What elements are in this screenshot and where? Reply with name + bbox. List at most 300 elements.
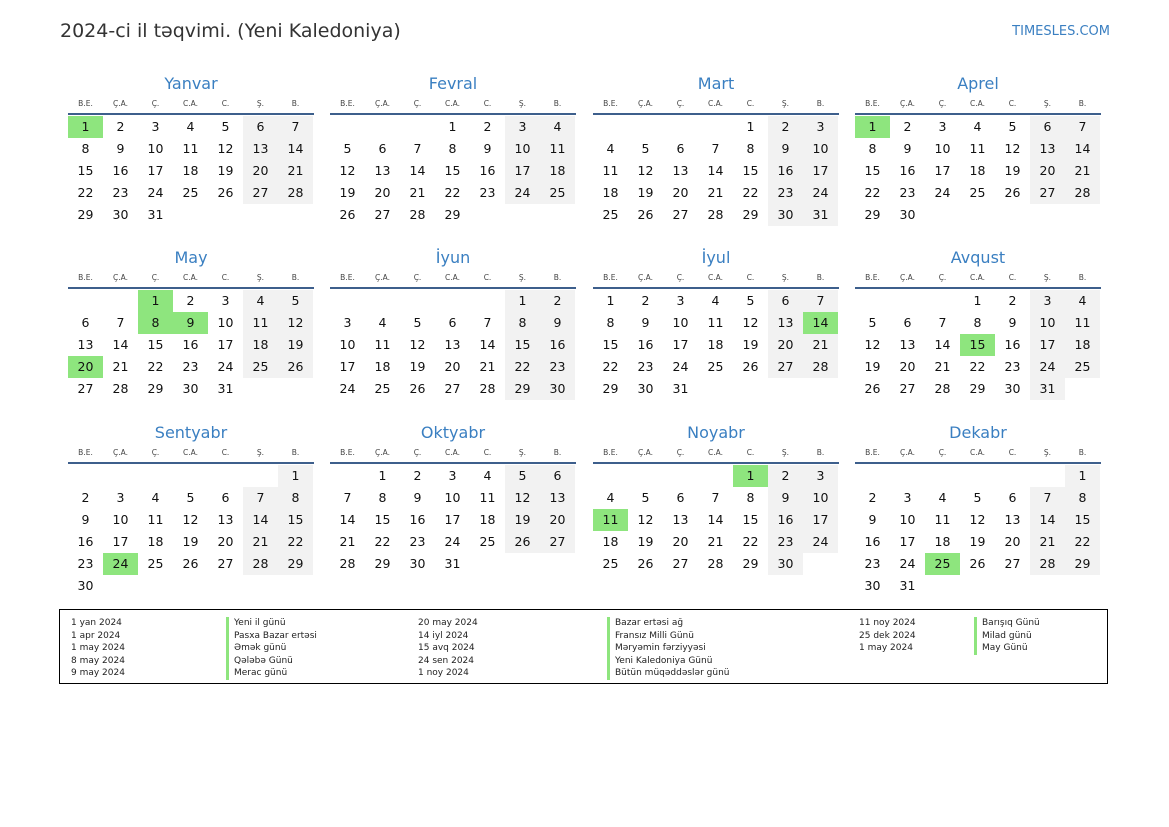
day-cell: 7 <box>803 290 838 312</box>
day-cell: 26 <box>969 556 986 571</box>
day-cell: 16 <box>864 534 881 549</box>
day-cell: 12 <box>278 312 313 334</box>
day-cell: 17 <box>112 534 129 549</box>
day-cell: 24 <box>672 359 689 374</box>
day-cell: 29 <box>505 378 540 400</box>
day-cell: 20 <box>1004 534 1021 549</box>
day-cell: 15 <box>278 509 313 531</box>
month-name: İyul <box>701 248 731 267</box>
legend-date: 9 may 2024 <box>71 668 125 678</box>
day-cell: 7 <box>343 490 352 505</box>
month-name: İyun <box>435 248 471 267</box>
day-cell: 14 <box>934 337 951 352</box>
day-cell: 12 <box>864 337 881 352</box>
day-cell: 13 <box>672 163 689 178</box>
day-cell: 11 <box>374 337 391 352</box>
day-cell: 26 <box>278 356 313 378</box>
day-cell: 24 <box>899 556 916 571</box>
day-cell: 29 <box>444 207 461 222</box>
legend-date: 25 dek 2024 <box>859 630 916 641</box>
day-cell: 6 <box>540 465 575 487</box>
weekday-header: C. <box>483 273 492 282</box>
weekday-header: Ç. <box>151 273 160 282</box>
day-cell: 23 <box>112 185 129 200</box>
empty-cell <box>68 290 103 312</box>
day-grid <box>68 116 314 226</box>
day-cell: 2 <box>186 293 195 308</box>
day-cell: 14 <box>1030 509 1065 531</box>
weekday-header: C.A. <box>182 99 198 108</box>
day-cell: 18 <box>969 163 986 178</box>
day-cell: 22 <box>147 359 164 374</box>
day-cell: 16 <box>540 334 575 356</box>
day-cell: 30 <box>182 381 199 396</box>
day-cell: 5 <box>641 141 650 156</box>
day-cell: 24 <box>339 381 356 396</box>
day-cell: 7 <box>243 487 278 509</box>
weekday-header-row <box>330 95 576 115</box>
empty-cell <box>855 290 890 312</box>
day-cell: 10 <box>505 138 540 160</box>
day-cell: 9 <box>1008 315 1017 330</box>
legend-holiday-name: Fransız Milli Günü <box>607 630 729 643</box>
day-cell: 10 <box>803 138 838 160</box>
empty-cell <box>103 290 138 312</box>
weekday-header-row <box>330 444 576 464</box>
day-cell: 23 <box>479 185 496 200</box>
day-cell: 10 <box>1030 312 1065 334</box>
day-cell: 11 <box>602 163 619 178</box>
day-cell: 19 <box>742 337 759 352</box>
day-cell: 11 <box>182 141 199 156</box>
day-cell: 24 <box>147 185 164 200</box>
empty-cell <box>698 465 733 487</box>
day-cell: 6 <box>676 490 685 505</box>
day-cell: 22 <box>505 356 540 378</box>
day-cell: 3 <box>221 293 230 308</box>
day-cell: 28 <box>1030 553 1065 575</box>
day-cell: 12 <box>182 512 199 527</box>
day-cell: 22 <box>969 359 986 374</box>
weekday-header: Ş. <box>781 273 790 282</box>
day-cell: 27 <box>1030 182 1065 204</box>
day-cell: 20 <box>768 334 803 356</box>
day-cell: 25 <box>243 356 278 378</box>
weekday-header-row <box>855 269 1101 289</box>
day-cell: 13 <box>899 337 916 352</box>
day-cell: 26 <box>1004 185 1021 200</box>
weekday-header: B. <box>1078 99 1087 108</box>
day-cell: 23 <box>409 534 426 549</box>
day-cell: 29 <box>278 553 313 575</box>
legend-holiday-name: Barışıq Günü <box>974 617 1040 630</box>
day-cell: 18 <box>707 337 724 352</box>
day-cell: 11 <box>479 490 496 505</box>
day-cell: 11 <box>540 138 575 160</box>
weekday-header: C. <box>483 448 492 457</box>
day-cell: 20 <box>243 160 278 182</box>
day-cell: 26 <box>637 207 654 222</box>
day-cell: 17 <box>803 509 838 531</box>
day-cell: 26 <box>182 556 199 571</box>
day-cell: 27 <box>374 207 391 222</box>
weekday-header-row <box>68 269 314 289</box>
day-cell: 2 <box>768 465 803 487</box>
day-cell: 16 <box>479 163 496 178</box>
day-cell: 8 <box>1065 487 1100 509</box>
holiday-day-cell: 14 <box>803 312 838 334</box>
weekday-header: C. <box>746 99 755 108</box>
day-cell: 9 <box>868 512 877 527</box>
day-cell: 4 <box>378 315 387 330</box>
day-cell: 8 <box>505 312 540 334</box>
empty-cell <box>925 290 960 312</box>
day-cell: 2 <box>116 119 125 134</box>
holiday-day-cell: 1 <box>733 465 768 487</box>
weekday-header: Ş. <box>518 448 527 457</box>
day-cell: 10 <box>217 315 234 330</box>
day-cell: 5 <box>278 290 313 312</box>
day-cell: 6 <box>1008 490 1017 505</box>
day-cell: 1 <box>973 293 982 308</box>
day-cell: 21 <box>707 534 724 549</box>
day-cell: 17 <box>339 359 356 374</box>
day-cell: 9 <box>903 141 912 156</box>
day-cell: 18 <box>934 534 951 549</box>
day-cell: 26 <box>742 359 759 374</box>
weekday-header: Ç.A. <box>374 273 390 282</box>
day-cell: 15 <box>602 337 619 352</box>
empty-cell <box>330 116 365 138</box>
day-cell: 15 <box>77 163 94 178</box>
day-cell: 9 <box>413 490 422 505</box>
day-cell: 12 <box>217 141 234 156</box>
empty-cell <box>593 465 628 487</box>
day-cell: 4 <box>540 116 575 138</box>
day-cell: 27 <box>672 207 689 222</box>
month-3 <box>593 73 839 226</box>
empty-cell <box>890 465 925 487</box>
day-cell: 8 <box>746 490 755 505</box>
day-cell: 28 <box>707 207 724 222</box>
weekday-header: Ş. <box>256 448 265 457</box>
day-cell: 28 <box>707 556 724 571</box>
day-cell: 8 <box>746 141 755 156</box>
day-cell: 2 <box>483 119 492 134</box>
weekday-header: Ç.A. <box>637 448 653 457</box>
weekday-header: B.E. <box>865 273 880 282</box>
holiday-day-cell: 24 <box>103 553 138 575</box>
holiday-day-cell: 15 <box>960 334 995 356</box>
empty-cell <box>960 465 995 487</box>
weekday-header-row <box>593 95 839 115</box>
day-cell: 17 <box>217 337 234 352</box>
weekday-header-row <box>330 269 576 289</box>
month-name: Yanvar <box>164 74 218 93</box>
day-cell: 21 <box>339 534 356 549</box>
day-cell: 14 <box>707 512 724 527</box>
day-cell: 12 <box>637 163 654 178</box>
weekday-header: B. <box>291 273 300 282</box>
month-8 <box>855 247 1101 400</box>
day-cell: 12 <box>742 315 759 330</box>
day-cell: 23 <box>864 556 881 571</box>
day-cell: 22 <box>444 185 461 200</box>
weekday-header: C.A. <box>969 99 985 108</box>
day-cell: 10 <box>672 315 689 330</box>
day-cell: 22 <box>602 359 619 374</box>
day-cell: 3 <box>803 116 838 138</box>
day-cell: 7 <box>116 315 125 330</box>
empty-cell <box>628 116 663 138</box>
day-cell: 16 <box>77 534 94 549</box>
day-cell: 11 <box>243 312 278 334</box>
day-cell: 6 <box>676 141 685 156</box>
day-cell: 5 <box>641 490 650 505</box>
day-cell: 2 <box>768 116 803 138</box>
day-cell: 19 <box>1004 163 1021 178</box>
legend-holiday-name: Bazar ertəsi ağ <box>607 617 729 630</box>
day-cell: 15 <box>742 163 759 178</box>
day-cell: 5 <box>973 490 982 505</box>
day-cell: 16 <box>182 337 199 352</box>
day-cell: 21 <box>112 359 129 374</box>
holiday-legend <box>59 609 1108 684</box>
legend-holiday-name: Qələbə Günü <box>226 655 317 668</box>
month-6 <box>330 247 576 400</box>
day-cell: 18 <box>182 163 199 178</box>
day-cell: 27 <box>243 182 278 204</box>
weekday-header: Ç.A. <box>112 273 128 282</box>
legend-date: 1 noy 2024 <box>418 668 469 678</box>
day-cell: 23 <box>182 359 199 374</box>
day-cell: 17 <box>803 160 838 182</box>
weekday-header: B. <box>291 99 300 108</box>
day-cell: 22 <box>742 185 759 200</box>
holiday-day-cell: 11 <box>593 509 628 531</box>
weekday-header: B. <box>553 99 562 108</box>
day-cell: 18 <box>602 185 619 200</box>
day-cell: 18 <box>243 334 278 356</box>
weekday-header: C. <box>1008 448 1017 457</box>
day-cell: 16 <box>637 337 654 352</box>
day-cell: 13 <box>77 337 94 352</box>
weekday-header: B.E. <box>78 448 93 457</box>
day-cell: 21 <box>934 359 951 374</box>
day-cell: 26 <box>505 531 540 553</box>
day-cell: 19 <box>637 534 654 549</box>
day-cell: 29 <box>864 207 881 222</box>
day-cell: 25 <box>602 207 619 222</box>
weekday-header: Ç. <box>938 448 947 457</box>
day-cell: 3 <box>116 490 125 505</box>
weekday-header-row <box>593 444 839 464</box>
day-cell: 23 <box>77 556 94 571</box>
day-cell: 7 <box>1030 487 1065 509</box>
month-name: Oktyabr <box>420 423 486 442</box>
day-cell: 28 <box>339 556 356 571</box>
legend-date: 15 avq 2024 <box>418 643 475 653</box>
empty-cell <box>365 290 400 312</box>
day-cell: 3 <box>343 315 352 330</box>
weekday-header-row <box>68 444 314 464</box>
day-cell: 25 <box>147 556 164 571</box>
day-cell: 14 <box>339 512 356 527</box>
day-cell: 23 <box>637 359 654 374</box>
day-cell: 21 <box>1030 531 1065 553</box>
day-cell: 22 <box>374 534 391 549</box>
legend-date: 24 sen 2024 <box>418 655 475 666</box>
day-cell: 19 <box>409 359 426 374</box>
holiday-day-cell: 1 <box>855 116 890 138</box>
weekday-header: B.E. <box>865 448 880 457</box>
day-cell: 8 <box>448 141 457 156</box>
day-grid <box>855 290 1101 400</box>
weekday-header: B.E. <box>340 273 355 282</box>
day-cell: 17 <box>147 163 164 178</box>
day-cell: 8 <box>973 315 982 330</box>
day-cell: 29 <box>969 381 986 396</box>
weekday-header: Ç. <box>413 448 422 457</box>
empty-cell <box>663 465 698 487</box>
day-cell: 29 <box>742 207 759 222</box>
weekday-header: C.A. <box>969 448 985 457</box>
day-cell: 3 <box>803 465 838 487</box>
legend-names-col-3 <box>974 617 1040 655</box>
weekday-header: B.E. <box>603 448 618 457</box>
empty-cell <box>173 465 208 487</box>
day-cell: 18 <box>1065 334 1100 356</box>
holiday-day-cell: 25 <box>925 553 960 575</box>
day-cell: 16 <box>112 163 129 178</box>
day-cell: 31 <box>803 204 838 226</box>
day-cell: 5 <box>1008 119 1017 134</box>
weekday-header: B.E. <box>78 99 93 108</box>
day-cell: 19 <box>864 359 881 374</box>
day-cell: 9 <box>116 141 125 156</box>
site-link[interactable]: TIMESLES.COM <box>1012 24 1110 39</box>
day-cell: 20 <box>672 534 689 549</box>
day-cell: 20 <box>540 509 575 531</box>
weekday-header: C. <box>221 273 230 282</box>
day-cell: 13 <box>1030 138 1065 160</box>
day-cell: 23 <box>768 182 803 204</box>
day-cell: 4 <box>973 119 982 134</box>
day-cell: 31 <box>147 207 164 222</box>
day-cell: 27 <box>217 556 234 571</box>
weekday-header: B. <box>816 99 825 108</box>
weekday-header: Ş. <box>518 99 527 108</box>
holiday-day-cell: 20 <box>68 356 103 378</box>
day-cell: 6 <box>768 290 803 312</box>
day-cell: 3 <box>938 119 947 134</box>
day-cell: 15 <box>147 337 164 352</box>
day-grid <box>593 290 839 400</box>
day-cell: 26 <box>637 556 654 571</box>
weekday-header: Ç.A. <box>899 99 915 108</box>
day-cell: 4 <box>243 290 278 312</box>
month-11 <box>593 422 839 575</box>
day-cell: 30 <box>77 578 94 593</box>
weekday-header: B.E. <box>78 273 93 282</box>
day-cell: 6 <box>903 315 912 330</box>
day-cell: 29 <box>1065 553 1100 575</box>
day-grid <box>330 116 576 226</box>
weekday-header-row <box>855 95 1101 115</box>
empty-cell <box>890 290 925 312</box>
weekday-header: C.A. <box>707 273 723 282</box>
day-cell: 7 <box>711 490 720 505</box>
day-cell: 20 <box>444 359 461 374</box>
day-cell: 25 <box>182 185 199 200</box>
legend-holiday-name: Məryəmin fərziyyəsi <box>607 642 729 655</box>
holiday-day-cell: 1 <box>138 290 173 312</box>
day-cell: 10 <box>899 512 916 527</box>
day-cell: 3 <box>676 293 685 308</box>
day-cell: 17 <box>934 163 951 178</box>
day-cell: 1 <box>448 119 457 134</box>
day-cell: 7 <box>711 141 720 156</box>
legend-holiday-name: Bütün müqəddəslər günü <box>607 667 729 680</box>
day-cell: 21 <box>803 334 838 356</box>
day-cell: 30 <box>768 553 803 575</box>
day-cell: 13 <box>374 163 391 178</box>
day-grid <box>593 116 839 226</box>
legend-dates-col-3 <box>859 617 916 655</box>
empty-cell <box>330 465 365 487</box>
day-cell: 5 <box>746 293 755 308</box>
day-cell: 15 <box>505 334 540 356</box>
day-cell: 24 <box>444 534 461 549</box>
day-cell: 11 <box>1065 312 1100 334</box>
weekday-header: Ş. <box>256 273 265 282</box>
day-cell: 10 <box>339 337 356 352</box>
day-cell: 14 <box>112 337 129 352</box>
month-2 <box>330 73 576 226</box>
day-cell: 5 <box>343 141 352 156</box>
day-cell: 1 <box>505 290 540 312</box>
day-cell: 10 <box>934 141 951 156</box>
day-cell: 8 <box>378 490 387 505</box>
day-cell: 25 <box>969 185 986 200</box>
weekday-header: C.A. <box>182 273 198 282</box>
day-cell: 7 <box>938 315 947 330</box>
month-9 <box>68 422 314 597</box>
day-cell: 21 <box>707 185 724 200</box>
day-cell: 6 <box>1030 116 1065 138</box>
day-cell: 9 <box>483 141 492 156</box>
empty-cell <box>1030 465 1065 487</box>
day-cell: 27 <box>899 381 916 396</box>
weekday-header: Ç. <box>413 273 422 282</box>
day-cell: 11 <box>147 512 164 527</box>
day-cell: 30 <box>1004 381 1021 396</box>
weekday-header: B. <box>816 273 825 282</box>
weekday-header: Ç. <box>676 99 685 108</box>
weekday-header: B.E. <box>340 448 355 457</box>
weekday-header: B. <box>1078 448 1087 457</box>
day-cell: 17 <box>899 534 916 549</box>
weekday-header: C.A. <box>969 273 985 282</box>
day-cell: 25 <box>1065 356 1100 378</box>
day-cell: 1 <box>1065 465 1100 487</box>
day-cell: 16 <box>409 512 426 527</box>
day-cell: 5 <box>868 315 877 330</box>
empty-cell <box>138 465 173 487</box>
weekday-header: Ç. <box>676 273 685 282</box>
day-cell: 8 <box>606 315 615 330</box>
day-cell: 13 <box>243 138 278 160</box>
